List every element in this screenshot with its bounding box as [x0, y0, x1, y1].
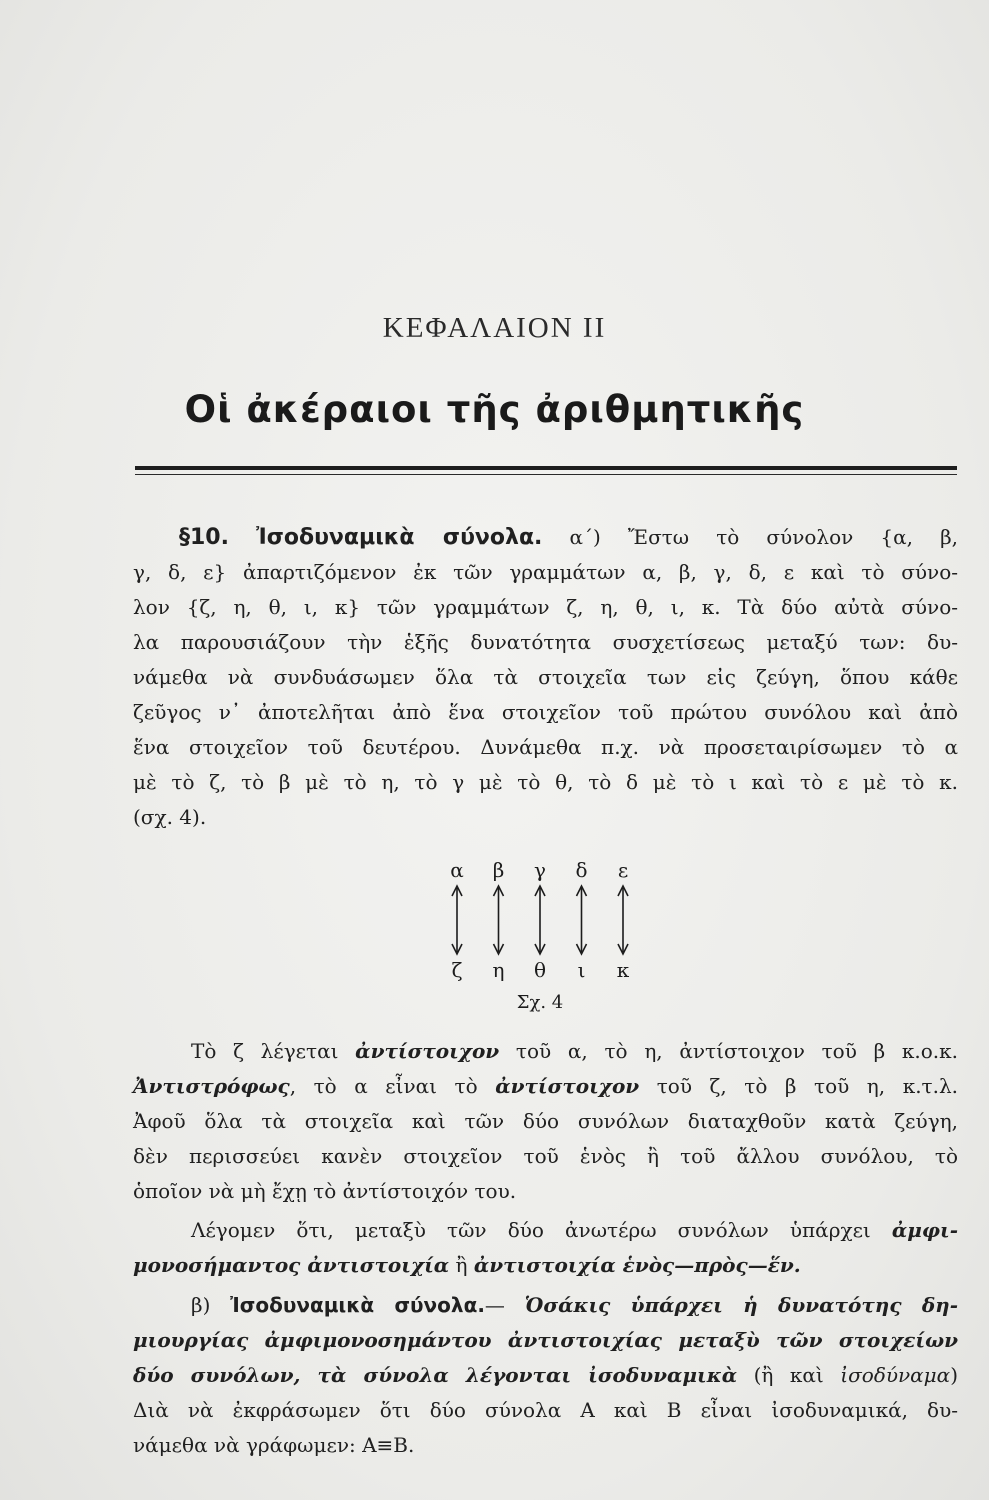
- double-arrow: [577, 886, 587, 954]
- emphasis-term: Ἀντιστρόφως: [133, 1074, 290, 1098]
- double-arrow: [452, 886, 462, 954]
- emphasis-term: δύο συνόλων, τὰ σύνολα λέγονται ἰσοδυναμικὰ: [133, 1363, 738, 1387]
- section-paragraph: [133, 520, 958, 835]
- emphasis-term: ἀντίστοιχον: [495, 1074, 640, 1098]
- text-run: β): [191, 1293, 231, 1317]
- double-arrow: [535, 886, 545, 954]
- chapter-label: ΚΕΦΑΛΑΙΟΝ ΙΙ: [382, 312, 607, 344]
- text-line: Ἀφοῦ ὅλα τὰ στοιχεῖα καὶ τῶν δύο συνόλων διαταχθοῦν κατὰ ζεύγη,: [133, 1109, 958, 1133]
- emphasis-term: Ὁσάκις ὑπάρχει ἡ δυνατότης δη-: [524, 1293, 959, 1317]
- text-line: ὁποῖον νὰ μὴ ἔχῃ τὸ ἀντίστοιχόν του.: [133, 1179, 517, 1203]
- section-line-1: γ, δ, ε} ἀπαρτιζόμενον ἐκ τῶν γραμμάτων α, β, γ, δ, ε καὶ τὸ σύνο-: [133, 560, 958, 584]
- text-line: [133, 1288, 958, 1323]
- paragraph-bijection: [133, 1213, 958, 1283]
- text-run: ): [950, 1363, 958, 1387]
- text-line: μιουργίας ἀμφιμονοσημάντου ἀντιστοιχίας μεταξὺ τῶν στοιχείων: [133, 1328, 958, 1352]
- italic-term: ἰσοδύναμα: [840, 1363, 951, 1387]
- figure-4: [445, 858, 645, 1028]
- figure-top-letter: ε: [617, 858, 629, 882]
- text-run: Τὸ ζ λέγεται: [191, 1039, 356, 1063]
- text-run: —: [484, 1293, 525, 1317]
- text-line: [133, 520, 958, 555]
- text-run: , τὸ α εἶναι τὸ: [289, 1074, 496, 1098]
- figure-bottom-letter: η: [492, 958, 505, 982]
- section-line-4: νάμεθα νὰ συνδυάσωμεν ὅλα τὰ στοιχεῖα των εἰς ζεύγη, ὅπου κάθε: [133, 665, 958, 689]
- text-line: [133, 1069, 958, 1104]
- figure-top-letter: γ: [534, 858, 546, 882]
- paragraph-correspondence: [133, 1034, 958, 1209]
- figure-top-letter: β: [492, 858, 505, 882]
- emphasis-term: ἀντίστοιχον: [355, 1039, 500, 1063]
- text-line: [133, 1358, 958, 1393]
- figure-bottom-letter: θ: [533, 958, 547, 982]
- figure-top-row: [445, 858, 635, 882]
- text-line: Διὰ νὰ ἐκφράσωμεν ὅτι δύο σύνολα Α καὶ Β εἶναι ἰσοδυναμικά, δυ-: [133, 1398, 958, 1422]
- text-line: νάμεθα νὰ γράφωμεν: Α≡Β.: [133, 1433, 415, 1457]
- double-arrow: [494, 886, 504, 954]
- section-line-6: ἕνα στοιχεῖον τοῦ δευτέρου. Δυνάμεθα π.χ. νὰ προσεταιρίσωμεν τὸ α: [133, 735, 958, 759]
- text-line: [133, 1248, 958, 1283]
- emphasis-term: ἀντιστοιχία ἑνὸς—πρὸς—ἕν.: [473, 1253, 801, 1277]
- figure-bottom-letter: κ: [616, 958, 630, 982]
- title-rule-thick: [135, 466, 957, 470]
- figure-caption: Σχ. 4: [516, 992, 564, 1013]
- figure-bottom-letter: ζ: [451, 958, 463, 982]
- text-line: [133, 1213, 958, 1248]
- text-line: [133, 1034, 958, 1069]
- figure-top-letter: α: [450, 858, 464, 882]
- text-run: Λέγομεν ὅτι, μεταξὺ τῶν δύο ἀνωτέρω συνόλων ὑπάρχει: [191, 1218, 892, 1242]
- figure-bottom-letter: ι: [577, 958, 586, 982]
- chapter-title: Οἱ ἀκέραιοι τῆς ἀριθμητικῆς: [184, 388, 805, 431]
- section-line-3: λα παρουσιάζουν τὴν ἑξῆς δυνατότητα συσχετίσεως μεταξύ των: δυ-: [133, 630, 958, 654]
- double-arrow: [618, 886, 628, 954]
- text-run: ἢ: [449, 1253, 474, 1277]
- section-line-0: α΄) Ἔστω τὸ σύνολον {α, β,: [569, 525, 958, 549]
- text-line: δὲν περισσεύει κανὲν στοιχεῖον τοῦ ἑνὸς ἢ τοῦ ἄλλου συνόλου, τὸ: [133, 1144, 958, 1168]
- section-line-7: μὲ τὸ ζ, τὸ β μὲ τὸ η, τὸ γ μὲ τὸ θ, τὸ δ μὲ τὸ ι καὶ τὸ ε μὲ τὸ κ.: [133, 770, 958, 794]
- section-line-5: ζεῦγος ν᾽ ἀποτελῆται ἀπὸ ἕνα στοιχεῖον τοῦ πρώτου συνόλου καὶ ἀπὸ: [133, 700, 958, 724]
- text-run: (ἢ καὶ: [737, 1363, 841, 1387]
- text-run: τοῦ ζ, τὸ β τοῦ η, κ.τ.λ.: [639, 1074, 959, 1098]
- figure-top-letter: δ: [575, 858, 588, 882]
- title-rule-thin: [135, 474, 957, 475]
- emphasis-term: ἀμφι-: [891, 1218, 958, 1242]
- section-number: §10.: [179, 525, 229, 550]
- figure-bottom-row: [445, 958, 635, 982]
- section-line-2: λον {ζ, η, θ, ι, κ} τῶν γραμμάτων ζ, η, θ, ι, κ. Τὰ δύο αὐτὰ σύνο-: [133, 595, 958, 619]
- figure-arrows: [445, 882, 635, 958]
- section-heading: Ἰσοδυναμικὰ σύνολα.: [256, 525, 543, 550]
- subsection-heading: Ἰσοδυναμικὰ σύνολα.: [230, 1293, 485, 1317]
- paragraph-equivalent-sets: [133, 1288, 958, 1463]
- text-run: τοῦ α, τὸ η, ἀντίστοιχον τοῦ β κ.ο.κ.: [499, 1039, 958, 1063]
- section-line-8: (σχ. 4).: [133, 805, 207, 829]
- emphasis-term: μονοσήμαντος ἀντιστοιχία: [133, 1253, 450, 1277]
